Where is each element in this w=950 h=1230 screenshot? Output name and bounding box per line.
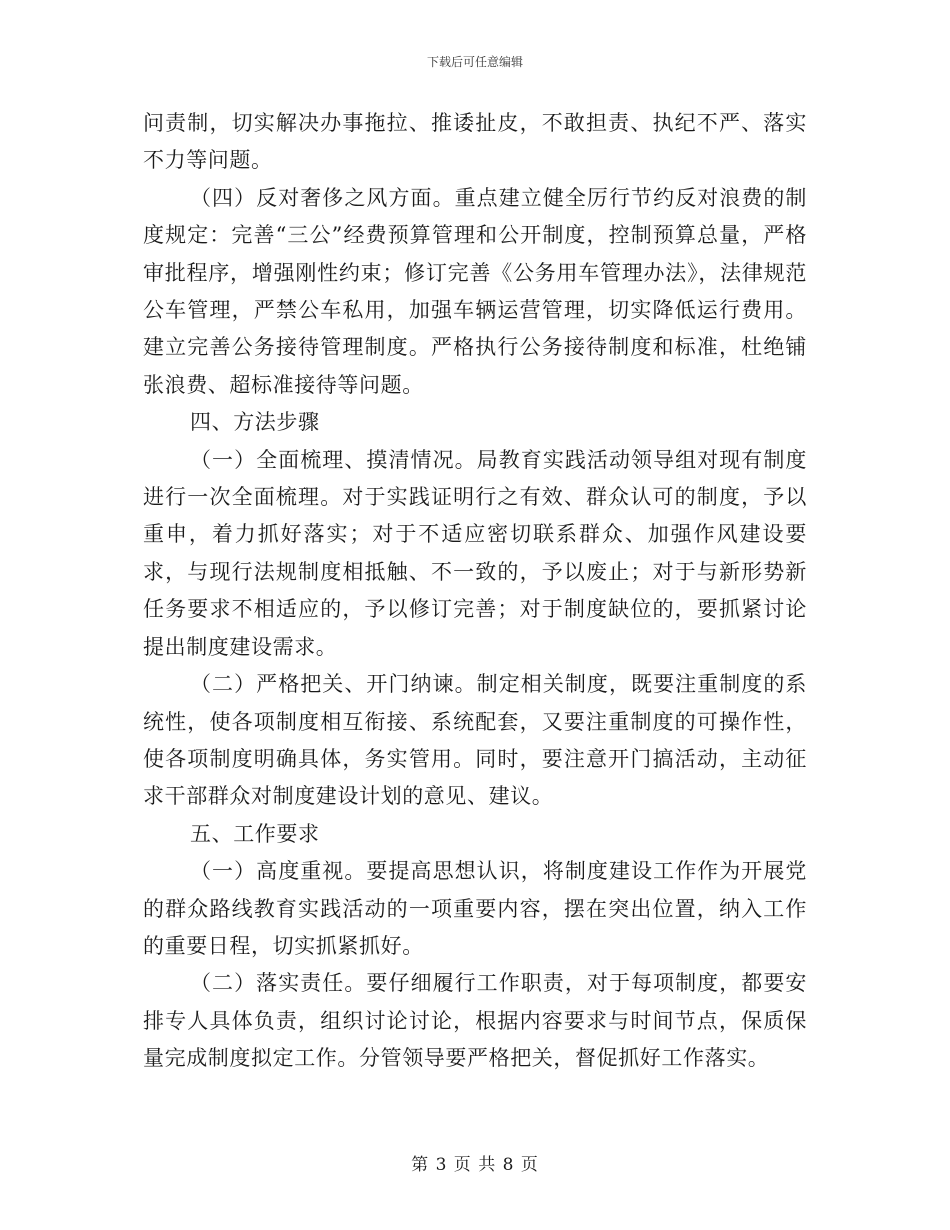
header-note: 下载后可任意编辑 <box>426 55 523 69</box>
page-number: 第 3 页 共 8 页 <box>411 1155 539 1175</box>
paragraph-frugality: （四）反对奢侈之风方面。重点建立健全厉行节约反对浪费的制度规定：完善“三公”经费预算管理和公开制度，控制预算总量，严格审批程序，增强刚性约束；修订完善《公务用车管理办法》，法律规范公车管理，严禁公车私用，加强车辆运营管理，切实降低运行费用。建立完善公务接待管理制度。严格执行公务接待制度和标准，杜绝铺张浪费、超标准接待等问题。 <box>143 185 807 397</box>
paragraph-method-review: （一）全面梳理、摸清情况。局教育实践活动领导组对现有制度进行一次全面梳理。对于实践证明行之有效、群众认可的制度，予以重申，着力抓好落实；对于不适应密切联系群众、加强作风建设要求，与现行法规制度相抵触、不一致的，予以废止；对于与新形势新任务要求不相适应的，予以修订完善；对于制度缺位的，要抓紧讨论提出制度建设需求。 <box>143 447 807 659</box>
paragraph-requirement-responsibility: （二）落实责任。要仔细履行工作职责，对于每项制度，都要安排专人具体负责，组织讨论讨论，根据内容要求与时间节点，保质保量完成制度拟定工作。分管领导要严格把关，督促抓好工作落实。 <box>143 971 807 1071</box>
paragraph-continuation: 问责制，切实解决办事拖拉、推诿扯皮，不敢担责、执纪不严、落实不力等问题。 <box>143 111 807 173</box>
section-heading-methods: 四、方法步骤 <box>190 410 320 435</box>
paragraph-requirement-attention: （一）高度重视。要提高思想认识，将制度建设工作作为开展党的群众路线教育实践活动的一项重要内容，摆在突出位置，纳入工作的重要日程，切实抓紧抓好。 <box>143 859 807 958</box>
section-heading-requirements: 五、工作要求 <box>190 821 320 846</box>
document-body <box>143 105 807 1078</box>
paragraph-method-gatekeeping: （二）严格把关、开门纳谏。制定相关制度，既要注重制度的系统性，使各项制度相互衔接、系统配套，又要注重制度的可操作性，使各项制度明确具体，务实管用。同时，要注意开门搞活动，主动征求干部群众对制度建设计划的意见、建议。 <box>143 672 807 809</box>
